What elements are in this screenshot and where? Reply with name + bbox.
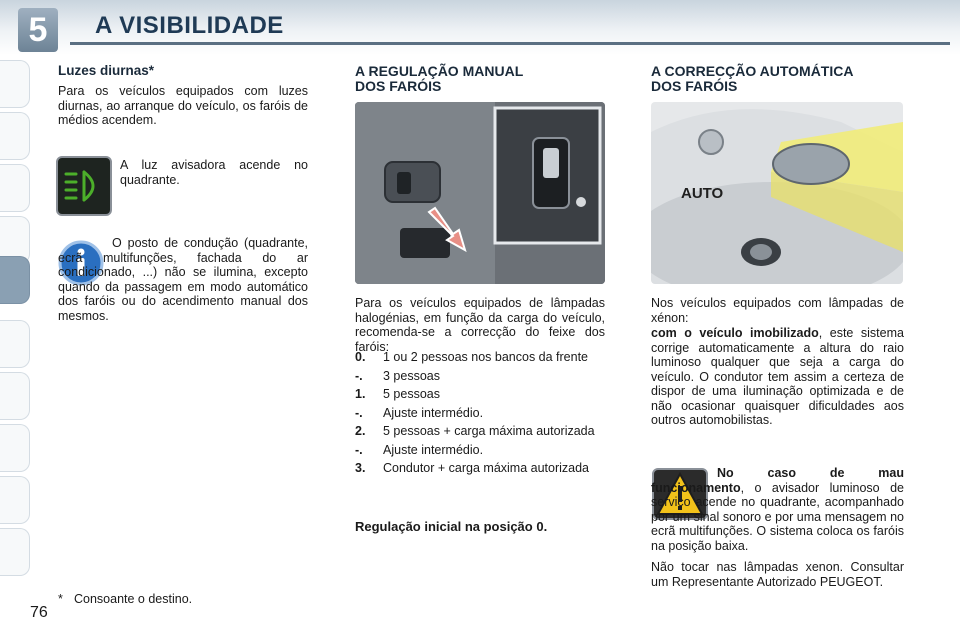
footnote-mark: * — [58, 592, 63, 606]
xenon-advice: Não tocar nas lâmpadas xenon. Consultar um Representante Autorizado PEUGEOT. — [651, 560, 904, 589]
setting-key: -. — [355, 368, 363, 383]
headlamp-adjuster-photo — [355, 102, 605, 284]
section-heading-manual — [355, 64, 605, 94]
setting-item — [355, 443, 605, 458]
setting-key: -. — [355, 442, 363, 457]
xenon-headlamp-photo — [651, 102, 903, 284]
setting-value: 5 pessoas — [383, 387, 440, 401]
automatic-text: , este sistema corrige automaticamente a altura do raio luminoso qualquer que seja a carga do veículo. O condutor tem assim a certeza de dispor de uma iluminação optimizada e de não ocasionar quaisquer dificuldades aos outros automobilistas. — [651, 326, 904, 427]
chapter-tab[interactable] — [0, 112, 30, 160]
setting-item — [355, 406, 605, 421]
setting-key: -. — [355, 405, 363, 420]
lamp-note: A luz avisadora acende no quadrante. — [120, 158, 308, 187]
daytime-lights-intro: Para os veículos equipados com luzes diurnas, ao arranque do veículo, os faróis de médios acendem. — [58, 84, 308, 127]
setting-value: Condutor + carga máxima autorizada — [383, 461, 590, 475]
setting-item — [355, 461, 605, 476]
immobilized-lead: com o veículo imobilizado — [651, 326, 819, 340]
chapter-tab[interactable] — [0, 476, 30, 524]
page-number: 76 — [30, 604, 48, 621]
initial-setting: Regulação inicial na posição 0. — [355, 519, 548, 534]
heading-line: A REGULAÇÃO MANUAL — [355, 63, 524, 79]
warning-note — [651, 466, 904, 553]
chapter-tab[interactable] — [0, 424, 30, 472]
setting-value: 3 pessoas — [383, 368, 440, 383]
automatic-body — [651, 326, 904, 428]
chapter-tab[interactable] — [0, 60, 30, 108]
setting-key: 0. — [355, 350, 366, 364]
setting-value: Ajuste intermédio. — [383, 405, 484, 420]
setting-key: 1. — [355, 387, 366, 401]
setting-value: 1 ou 2 pessoas nos bancos da frente — [383, 350, 589, 364]
daytime-lamp-icon — [56, 156, 112, 216]
automatic-intro: Nos veículos equipados com lâmpadas de xénon: — [651, 296, 904, 325]
heading-line: DOS FARÓIS — [651, 78, 738, 94]
auto-label: AUTO — [681, 185, 724, 202]
chapter-tab[interactable] — [0, 164, 30, 212]
section-heading-daytime-lights: Luzes diurnas* — [58, 63, 155, 78]
setting-value: Ajuste intermédio. — [383, 442, 484, 457]
chapter-tab[interactable] — [0, 372, 30, 420]
warning-lead: No caso de mau funcionamento — [651, 466, 904, 495]
chapter-tab[interactable] — [0, 528, 30, 576]
setting-item — [355, 369, 605, 384]
setting-item — [355, 424, 605, 439]
manual-intro: Para os veículos equipados de lâmpadas halogénias, em função da carga do veículo, recomenda-se a correcção do feixe dos faróis: — [355, 296, 605, 354]
footnote: Consoante o destino. — [74, 592, 193, 606]
chapter-number: 5 — [18, 8, 58, 52]
chapter-tab-active[interactable] — [0, 256, 30, 304]
setting-key: 2. — [355, 424, 366, 438]
setting-key: 3. — [355, 461, 366, 475]
page-title: A VISIBILIDADE — [95, 12, 284, 39]
setting-item — [355, 350, 605, 365]
section-heading-automatic — [651, 64, 911, 94]
setting-value: 5 pessoas + carga máxima autorizada — [383, 424, 595, 438]
header-rule — [70, 42, 950, 45]
settings-list — [355, 346, 605, 476]
heading-line: A CORRECÇÃO AUTOMÁTICA — [651, 63, 854, 79]
chapter-tab[interactable] — [0, 320, 30, 368]
warning-text: , o avisador luminoso de serviço acende no quadrante, acompanhado por um sinal sonoro e por uma mensagem no ecrã multifunções. O sistema coloca os faróis na posição baixa. — [651, 480, 904, 553]
setting-item — [355, 387, 605, 402]
chapter-tabs — [0, 60, 32, 580]
info-note: O posto de condução (quadrante, ecrã multifunções, fachada do ar condicionado, ...) não se ilumina, excepto quando da passagem em modo automático dos faróis ou do acendimento manual dos mesmos. — [58, 236, 308, 323]
heading-line: DOS FARÓIS — [355, 78, 442, 94]
